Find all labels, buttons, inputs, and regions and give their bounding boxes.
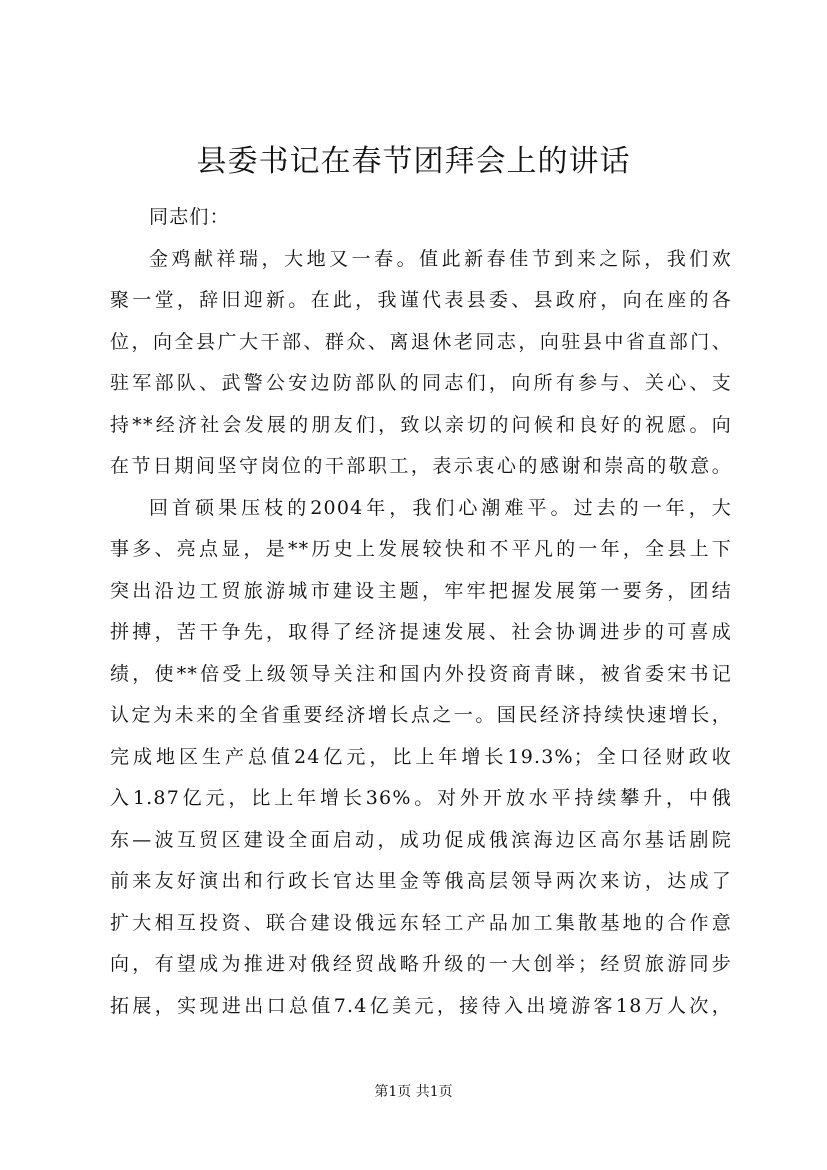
paragraph-line: 完成地区生产总值24亿元，比上年增长19.3%；全口径财政收 (110, 745, 732, 768)
paragraph-line: 位，向全县广大干部、群众、离退休老同志，向驻县中省直部门、 (110, 330, 732, 353)
paragraph-line: 持**经济社会发展的朋友们，致以亲切的问候和良好的祝愿。向 (110, 413, 732, 436)
paragraph-line: 拼搏，苦干争先，取得了经济提速发展、社会协调进步的可喜成 (110, 621, 732, 643)
paragraph-line: 在节日期间坚守岗位的干部职工，表示衷心的感谢和崇高的敬意。 (110, 455, 732, 477)
paragraph-line: 入1.87亿元，比上年增长36%。对外开放水平持续攀升，中俄 (110, 787, 732, 809)
page-footer: 第1页 共1页 (374, 1084, 453, 1100)
paragraph-line: 突出沿边工贸旅游城市建设主题，牢牢把握发展第一要务，团结 (110, 579, 732, 602)
document-title: 县委书记在春节团拜会上的讲话 (196, 144, 631, 179)
paragraph-line: 认定为未来的全省重要经济增长点之一。国民经济持续快速增长， (110, 704, 732, 726)
paragraph-line: 聚一堂，辞旧迎新。在此，我谨代表县委、县政府，向在座的各 (110, 289, 732, 311)
paragraph-line: 回首硕果压枝的2004年，我们心潮难平。过去的一年，大 (149, 496, 732, 519)
paragraph-line: 绩，使**倍受上级领导关注和国内外投资商青睐，被省委宋书记 (110, 662, 732, 685)
paragraph-line: 事多、亮点显，是**历史上发展较快和不平凡的一年，全县上下 (110, 538, 732, 560)
paragraph-line: 拓展，实现进出口总值7.4亿美元，接待入出境游客18万人次， (110, 994, 732, 1017)
document-body (110, 197, 732, 1027)
paragraph-line: 扩大相互投资、联合建设俄远东轻工产品加工集散基地的合作意 (110, 911, 732, 934)
paragraph-line: 向，有望成为推进对俄经贸战略升级的一大创举；经贸旅游同步 (110, 953, 732, 975)
salutation-line: 同志们： (149, 206, 230, 228)
paragraph-line: 东—波互贸区建设全面启动，成功促成俄滨海边区高尔基话剧院 (110, 828, 732, 851)
paragraph-line: 驻军部队、武警公安边防部队的同志们，向所有参与、关心、支 (110, 372, 732, 394)
paragraph-line: 金鸡献祥瑞，大地又一春。值此新春佳节到来之际，我们欢 (149, 247, 732, 270)
paragraph-line: 前来友好演出和行政长官达里金等俄高层领导两次来访，达成了 (110, 870, 732, 892)
